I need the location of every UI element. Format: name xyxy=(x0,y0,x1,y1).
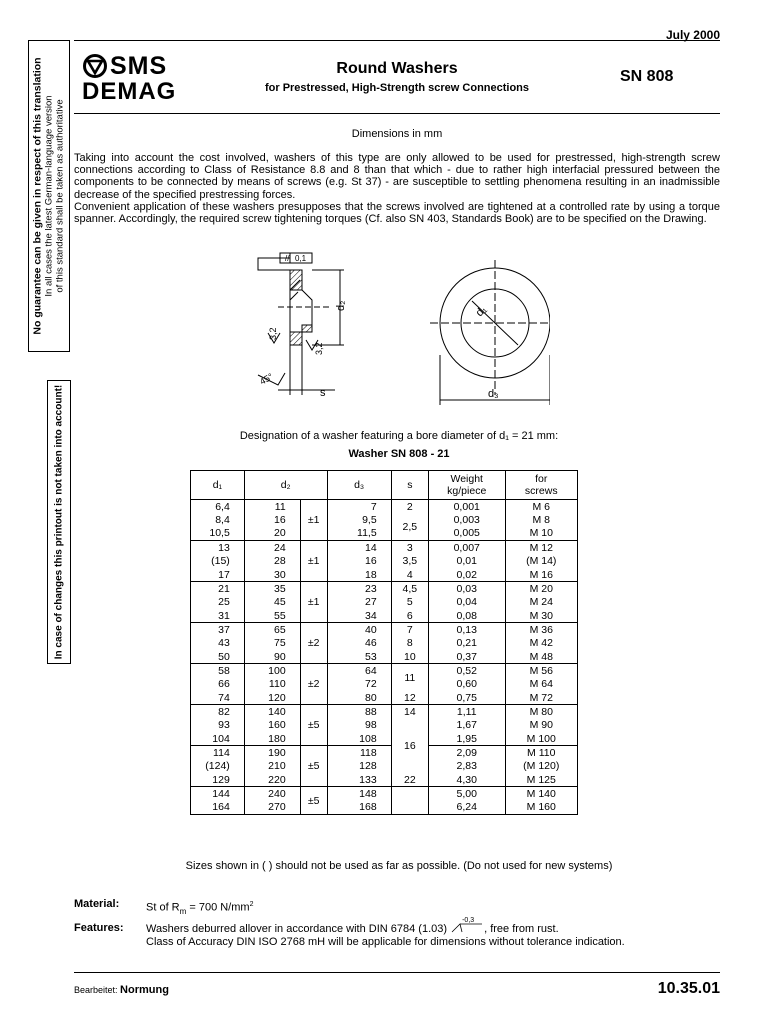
cell-d1: (15) xyxy=(191,554,245,568)
cell-d2-tolerance: ±1 xyxy=(300,541,327,582)
cell-screws: M 100 xyxy=(505,732,577,746)
cell-s xyxy=(391,787,428,814)
changes-notice-text: In case of changes this printout is not taken into account! xyxy=(53,384,65,660)
cell-d3: 40 xyxy=(327,623,391,637)
table-row xyxy=(191,650,578,664)
cell-d1: 129 xyxy=(191,773,245,787)
footer-edited: Bearbeitet: Normung xyxy=(74,984,169,996)
cell-screws: M 90 xyxy=(505,719,577,733)
cell-d2-tolerance: ±2 xyxy=(300,623,327,664)
logo-emblem-icon xyxy=(82,54,108,78)
label-d2: d₂ xyxy=(335,300,347,311)
cell-weight: 6,24 xyxy=(428,801,505,815)
cell-d2: 75 xyxy=(244,636,300,650)
col-d1: d₁ xyxy=(191,471,245,500)
cell-weight: 0,08 xyxy=(428,609,505,623)
material-value: St of $R_m = 700$ $N/mm^2$ xyxy=(146,901,254,916)
cell-d3: 9,5 xyxy=(327,513,391,527)
translation-notice-line2: of this standard shall be taken as authoritative xyxy=(54,99,66,293)
table-row xyxy=(191,677,578,691)
cell-d2-tolerance: ±2 xyxy=(300,664,327,705)
col-screws: for screws xyxy=(505,471,577,500)
cell-d1: 50 xyxy=(191,650,245,664)
svg-text://: // xyxy=(285,254,290,263)
cell-d2: 55 xyxy=(244,609,300,623)
chamfer-angle: 45° xyxy=(258,371,275,387)
cell-weight: 0,13 xyxy=(428,623,505,637)
cell-weight: 0,75 xyxy=(428,691,505,705)
dimensions-table xyxy=(190,470,578,815)
cell-d2: 140 xyxy=(244,705,300,719)
table-row xyxy=(191,541,578,555)
cell-d3: 133 xyxy=(327,773,391,787)
cell-d1: 31 xyxy=(191,609,245,623)
cell-d3: 23 xyxy=(327,582,391,596)
cell-d1: 8,4 xyxy=(191,513,245,527)
cell-s: 16 xyxy=(391,719,428,774)
cell-d2: 35 xyxy=(244,582,300,596)
cell-d3: 118 xyxy=(327,746,391,760)
cell-weight: 0,01 xyxy=(428,554,505,568)
cell-d3: 46 xyxy=(327,636,391,650)
cell-d3: 168 xyxy=(327,801,391,815)
cell-d3: 148 xyxy=(327,787,391,801)
table-row xyxy=(191,554,578,568)
cell-s: 4,5 xyxy=(391,582,428,596)
cell-weight: 2,09 xyxy=(428,746,505,760)
cell-d1: 43 xyxy=(191,636,245,650)
cell-weight: 0,03 xyxy=(428,582,505,596)
logo-sms: SMS xyxy=(110,52,168,80)
changes-notice xyxy=(47,380,71,664)
cell-weight: 4,30 xyxy=(428,773,505,787)
cell-weight: 1,11 xyxy=(428,705,505,719)
cell-d3: 27 xyxy=(327,595,391,609)
table-row xyxy=(191,746,578,760)
cell-d3: 53 xyxy=(327,650,391,664)
cell-screws: M 24 xyxy=(505,595,577,609)
cell-d2: 240 xyxy=(244,787,300,801)
cell-d2: 45 xyxy=(244,595,300,609)
cell-s: 3,5 xyxy=(391,554,428,568)
cell-d2: 180 xyxy=(244,732,300,746)
cell-d1: 144 xyxy=(191,787,245,801)
cell-weight: 0,02 xyxy=(428,568,505,582)
cell-weight: 0,04 xyxy=(428,595,505,609)
standard-number: SN 808 xyxy=(620,68,674,85)
cell-screws: M 64 xyxy=(505,677,577,691)
designation-text: Designation of a washer featuring a bore diameter of d₁ = 21 mm: xyxy=(239,430,559,442)
cell-weight: 0,52 xyxy=(428,664,505,678)
cell-s: 10 xyxy=(391,650,428,664)
cell-d2-tolerance: ±1 xyxy=(300,582,327,623)
cell-screws: M 110 xyxy=(505,746,577,760)
company-logo xyxy=(78,52,198,104)
features-label: Features: xyxy=(74,922,124,934)
cell-screws: (M 120) xyxy=(505,760,577,774)
cell-d2: 210 xyxy=(244,760,300,774)
material-label: Material: xyxy=(74,898,120,910)
table-header-row xyxy=(191,471,578,500)
cell-weight: 0,21 xyxy=(428,636,505,650)
cell-d3: 7 xyxy=(327,500,391,514)
cell-d1: 25 xyxy=(191,595,245,609)
cell-d2: 90 xyxy=(244,650,300,664)
cell-weight: 0,003 xyxy=(428,513,505,527)
cell-screws: M 80 xyxy=(505,705,577,719)
table-note: Sizes shown in ( ) should not be used as far as possible. (Do not used for new systems) xyxy=(185,860,613,872)
cell-d2: 190 xyxy=(244,746,300,760)
table-row xyxy=(191,787,578,801)
table-row xyxy=(191,732,578,746)
dimensions-note: Dimensions in mm xyxy=(351,128,443,140)
cell-screws: M 160 xyxy=(505,801,577,815)
cell-weight: 5,00 xyxy=(428,787,505,801)
cell-d1: 10,5 xyxy=(191,527,245,541)
cell-s: 12 xyxy=(391,691,428,705)
issue-date: July 2000 xyxy=(665,28,720,42)
front-view xyxy=(430,260,550,405)
cell-d3: 34 xyxy=(327,609,391,623)
cell-weight: 1,67 xyxy=(428,719,505,733)
cell-d3: 64 xyxy=(327,664,391,678)
cell-d3: 14 xyxy=(327,541,391,555)
cell-d2-tolerance: ±1 xyxy=(300,500,327,541)
label-s: s xyxy=(320,387,326,399)
cell-d3: 72 xyxy=(327,677,391,691)
cell-d2: 20 xyxy=(244,527,300,541)
cell-s: 3 xyxy=(391,541,428,555)
washer-drawing xyxy=(240,245,550,415)
tolerance-box-value: 0,1 xyxy=(295,254,307,263)
table-row xyxy=(191,636,578,650)
cell-screws: M 10 xyxy=(505,527,577,541)
cell-d1: 104 xyxy=(191,732,245,746)
cell-d1: 58 xyxy=(191,664,245,678)
cell-d3: 80 xyxy=(327,691,391,705)
intro-paragraph: Taking into account the cost involved, washers of this type are only allowed to be used for prestressed, high-strength screw connections according to Class of Resistance 8.8 and 8 than that which - due to rather high interfacial pressured between the components to be connected by means of screws (e.g. St 37) - are susceptible to settling phenomena resulting in an inadmissible decrease of the specified prestressing forces. xyxy=(74,152,720,201)
burr-symbol-icon: -0,3 xyxy=(450,922,484,936)
cell-screws: M 72 xyxy=(505,691,577,705)
cell-screws: M 8 xyxy=(505,513,577,527)
table-row xyxy=(191,609,578,623)
translation-notice-line1: In all cases the latest German-language version xyxy=(43,95,55,297)
cell-screws: M 36 xyxy=(505,623,577,637)
cell-screws: M 125 xyxy=(505,773,577,787)
cell-screws: M 12 xyxy=(505,541,577,555)
table-row xyxy=(191,623,578,637)
col-s: s xyxy=(391,471,428,500)
cell-weight: 0,60 xyxy=(428,677,505,691)
cell-d1: 13 xyxy=(191,541,245,555)
cell-d2: 270 xyxy=(244,801,300,815)
footer-edited-by: Normung xyxy=(120,984,169,996)
table-row xyxy=(191,582,578,596)
roughness-right: 3,2 xyxy=(314,342,324,355)
label-d3: d₃ xyxy=(488,388,499,400)
cell-d1: 6,4 xyxy=(191,500,245,514)
cell-s: 11 xyxy=(391,664,428,691)
cell-screws: M 20 xyxy=(505,582,577,596)
cell-screws: M 140 xyxy=(505,787,577,801)
cell-screws: M 16 xyxy=(505,568,577,582)
col-d3: d₃ xyxy=(327,471,391,500)
table-row xyxy=(191,664,578,678)
cell-d2-tolerance: ±5 xyxy=(300,787,327,814)
cell-s: 6 xyxy=(391,609,428,623)
table-row xyxy=(191,527,578,541)
cell-d3: 108 xyxy=(327,732,391,746)
table-row xyxy=(191,719,578,733)
washer-designation-example: Washer SN 808 - 21 xyxy=(348,448,450,460)
cell-d3: 98 xyxy=(327,719,391,733)
roughness-left: 3,2 xyxy=(268,327,278,340)
features-value: Washers deburred allover in accordance with DIN 6784 (1.03) -0,3 , free from rust. Class of Accuracy DIN ISO 2768 mH will be applicable for dimensions without tolerance indication. xyxy=(146,917,625,948)
cell-d3: 128 xyxy=(327,760,391,774)
table-row xyxy=(191,691,578,705)
cell-d1: 66 xyxy=(191,677,245,691)
cell-d2: 220 xyxy=(244,773,300,787)
cell-d2: 120 xyxy=(244,691,300,705)
cell-d3: 16 xyxy=(327,554,391,568)
header-top-rule xyxy=(74,40,720,41)
cell-s: 5 xyxy=(391,595,428,609)
cell-weight: 0,001 xyxy=(428,500,505,514)
col-weight: Weight kg/piece xyxy=(428,471,505,500)
cell-d1: 74 xyxy=(191,691,245,705)
cell-d1: 82 xyxy=(191,705,245,719)
footer-rule xyxy=(74,972,720,973)
cell-d1: 37 xyxy=(191,623,245,637)
cell-weight: 2,83 xyxy=(428,760,505,774)
cell-screws: M 42 xyxy=(505,636,577,650)
cell-d2: 16 xyxy=(244,513,300,527)
cell-s: 4 xyxy=(391,568,428,582)
cell-s: 22 xyxy=(391,773,428,787)
cell-d2: 65 xyxy=(244,623,300,637)
cell-weight: 0,005 xyxy=(428,527,505,541)
table-row xyxy=(191,801,578,815)
application-paragraph: Convenient application of these washers presupposes that the screws involved are tightened at a controlled rate by using a torque spanner. Accordingly, the required screw tightening torques (Cf. also SN 403, Standards Book) are to be specified on the Drawing. xyxy=(74,201,720,226)
cell-d2: 28 xyxy=(244,554,300,568)
cell-s: 7 xyxy=(391,623,428,637)
cell-screws: M 48 xyxy=(505,650,577,664)
table-row xyxy=(191,513,578,527)
cell-d1: (124) xyxy=(191,760,245,774)
cell-d2-tolerance: ±5 xyxy=(300,705,327,746)
cell-screws: M 6 xyxy=(505,500,577,514)
cell-weight: 1,95 xyxy=(428,732,505,746)
cell-d2: 24 xyxy=(244,541,300,555)
cell-weight: 0,007 xyxy=(428,541,505,555)
cell-s: 8 xyxy=(391,636,428,650)
cell-d3: 11,5 xyxy=(327,527,391,541)
logo-demag: DEMAG xyxy=(82,78,177,105)
cell-d2: 160 xyxy=(244,719,300,733)
document-title: Round Washers xyxy=(336,60,458,77)
cell-d1: 114 xyxy=(191,746,245,760)
cell-screws: M 30 xyxy=(505,609,577,623)
col-d2: d₂ xyxy=(244,471,327,500)
cell-d1: 93 xyxy=(191,719,245,733)
translation-notice xyxy=(28,40,70,352)
cell-d2: 100 xyxy=(244,664,300,678)
cell-weight: 0,37 xyxy=(428,650,505,664)
document-number: 10.35.01 xyxy=(657,980,720,997)
header-bottom-rule xyxy=(74,113,720,114)
cell-s: 2,5 xyxy=(391,513,428,540)
cell-screws: (M 14) xyxy=(505,554,577,568)
cell-d1: 21 xyxy=(191,582,245,596)
cell-d3: 88 xyxy=(327,705,391,719)
cell-d3: 18 xyxy=(327,568,391,582)
cell-d2-tolerance: ±5 xyxy=(300,746,327,787)
cell-d1: 164 xyxy=(191,801,245,815)
cell-d2: 11 xyxy=(244,500,300,514)
label-d1: d₁ xyxy=(473,303,490,320)
table-row xyxy=(191,760,578,774)
cell-d2: 30 xyxy=(244,568,300,582)
cell-s: 14 xyxy=(391,705,428,719)
translation-notice-bold: No guarantee can be given in respect of this translation xyxy=(31,57,44,335)
document-subtitle: for Prestressed, High-Strength screw Connections xyxy=(264,82,530,94)
table-row xyxy=(191,705,578,719)
cell-screws: M 56 xyxy=(505,664,577,678)
cell-d1: 17 xyxy=(191,568,245,582)
table-row xyxy=(191,568,578,582)
table-row xyxy=(191,773,578,787)
table-row xyxy=(191,500,578,514)
cell-d2: 110 xyxy=(244,677,300,691)
table-row xyxy=(191,595,578,609)
cell-s: 2 xyxy=(391,500,428,514)
